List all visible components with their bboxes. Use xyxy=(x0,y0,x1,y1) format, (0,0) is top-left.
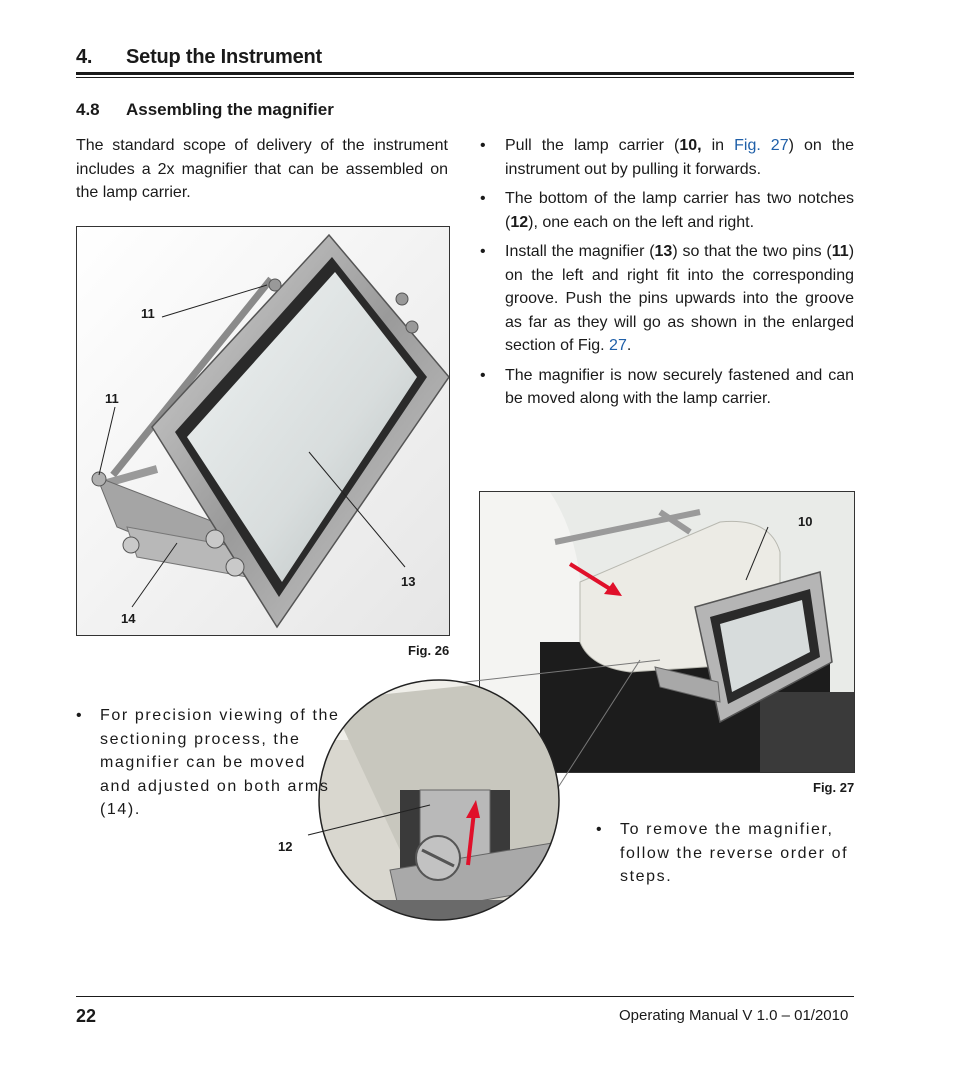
list-item: • To remove the magnifier, follow the reverse order of steps. xyxy=(596,818,854,889)
section-title: Assembling the magnifier xyxy=(126,100,334,119)
header-rule-thin xyxy=(76,77,854,78)
label-12: 12 xyxy=(278,839,293,854)
figure-27-caption: Fig. 27 xyxy=(813,780,855,795)
section-number: 4.8 xyxy=(76,100,100,119)
figure-26-photo xyxy=(76,226,450,636)
magnifier-illustration xyxy=(77,227,449,635)
instruction-list xyxy=(478,134,854,417)
chapter-heading xyxy=(76,46,322,69)
list-item: • The bottom of the lamp carrier has two notches (12), one each on the left and right. xyxy=(478,187,854,234)
label-11-top: 11 xyxy=(141,306,155,321)
footer-rule xyxy=(76,996,854,997)
label-13: 13 xyxy=(401,574,416,589)
section-heading xyxy=(76,100,334,120)
chapter-title: Setup the Instrument xyxy=(126,46,323,68)
label-14: 14 xyxy=(121,611,136,626)
figure-26-caption: Fig. 26 xyxy=(408,643,450,658)
list-item: • For precision viewing of the sectioning process, the magnifier can be moved and adjusted on both arms (14). xyxy=(76,704,342,822)
remove-list xyxy=(596,818,854,889)
label-10: 10 xyxy=(798,514,813,529)
fig27-link[interactable]: Fig. 27 xyxy=(734,137,789,154)
list-item: • Pull the lamp carrier (10, in Fig. 27) on the instrument out by pulling it forwards. xyxy=(478,134,854,181)
list-item: • Install the magnifier (13) so that the two pins (11) on the left and right fit into the corresponding groove. Push the pins upwards into the groove as far as they will go as shown in the enlarged section of Fig. 27. xyxy=(478,240,854,358)
list-item: • The magnifier is now securely fastened and can be moved along with the lamp carrier. xyxy=(478,364,854,411)
footer-text: Operating Manual V 1.0 – 01/2010 xyxy=(619,1007,849,1024)
fig27-link[interactable]: 27 xyxy=(609,337,627,354)
page-number: 22 xyxy=(76,1006,97,1026)
header-rule xyxy=(76,72,854,75)
precision-list xyxy=(76,704,342,822)
intro-paragraph: The standard scope of delivery of the instrument includes a 2x magnifier that can be assembled on the lamp carrier. xyxy=(76,137,448,201)
chapter-number: 4. xyxy=(76,46,93,68)
label-11-left: 11 xyxy=(105,391,119,406)
